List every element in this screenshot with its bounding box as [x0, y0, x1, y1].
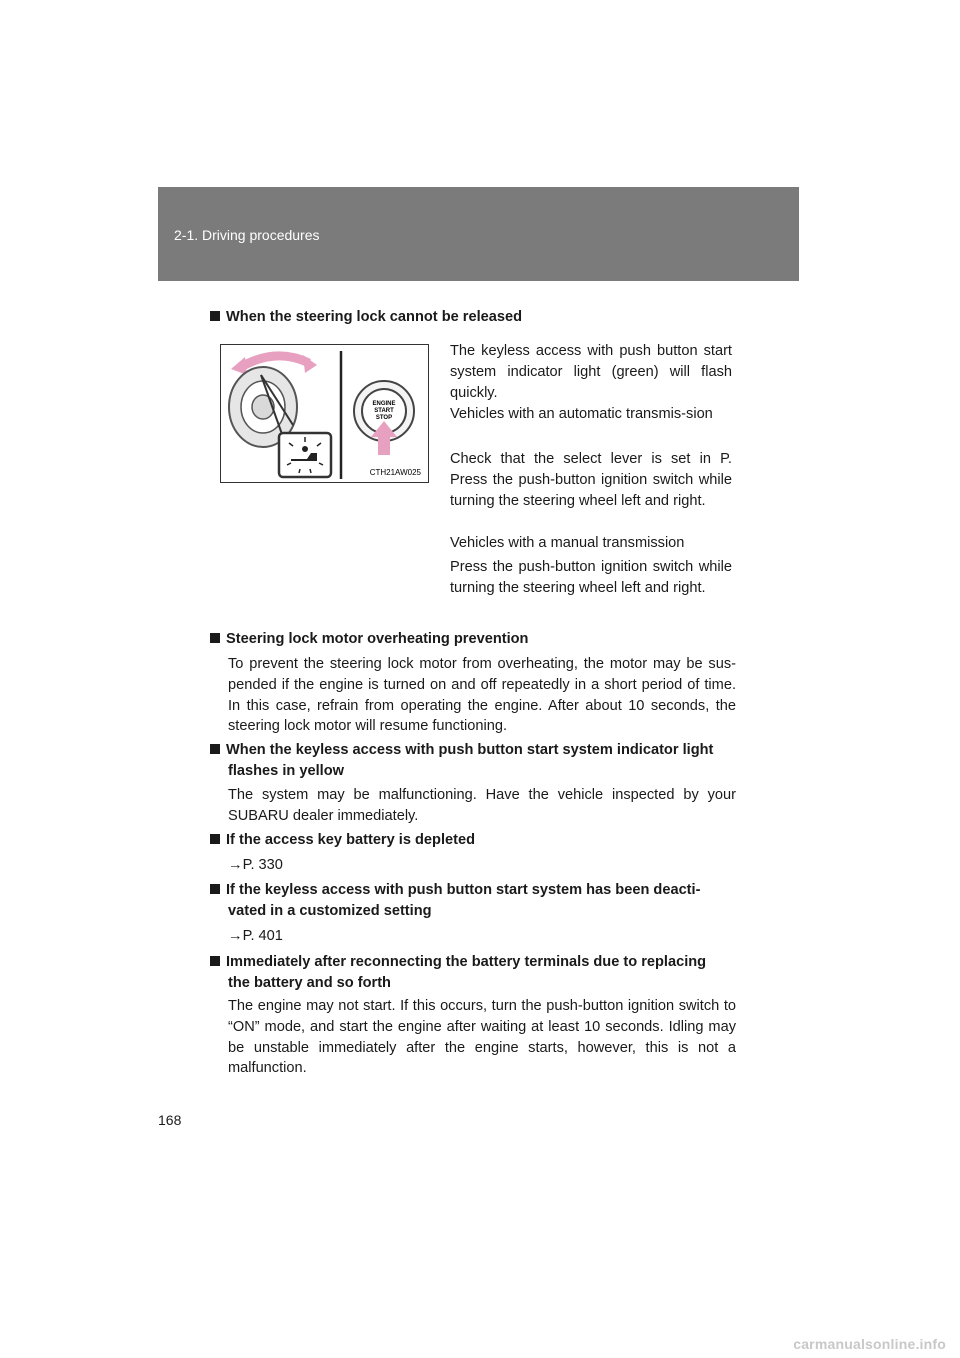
heading-overheating-prevention: Steering lock motor overheating prevention — [210, 629, 740, 650]
svg-text:STOP: STOP — [375, 415, 393, 421]
s1-sub-automatic: Vehicles with an automatic transmis-sion — [450, 406, 713, 422]
s1-manual-text: Press the push-button ignition switch while turning the steering wheel left and right. — [450, 559, 732, 596]
heading-deactivated-setting: If the keyless access with push button start system has been deacti- vated in a customized setting — [210, 880, 740, 922]
svg-text:START: START — [374, 408, 394, 414]
figure-steering-lock — [220, 344, 429, 483]
square-bullet-icon — [210, 884, 220, 894]
s1-automatic-text: Check that the select lever is set in P. Press the push-button ignition switch while turning the steering wheel left and right. — [450, 451, 732, 509]
heading-battery-depleted: If the access key battery is depleted — [210, 830, 740, 851]
s4-page-ref[interactable]: →P. 330 — [228, 857, 283, 873]
s2-body: To prevent the steering lock motor from overheating, the motor may be sus-pended if the engine is turned on and off repeatedly in a short period of time. In this case, refrain from operating the engine. After about 10 seconds, the steering lock motor will resume functioning. — [228, 656, 736, 735]
heading-flashes-yellow: When the keyless access with push button start system indicator light flashes in yellow — [210, 740, 740, 782]
s1-sub-manual: Vehicles with a manual transmission — [450, 535, 685, 551]
heading-battery-reconnect: Immediately after reconnecting the battery terminals due to replacing the battery and so forth — [210, 952, 740, 994]
steering-button-illustration — [221, 345, 428, 482]
section-header-bar — [158, 187, 799, 281]
square-bullet-icon — [210, 744, 220, 754]
watermark: carmanualsonline.info — [793, 1336, 946, 1352]
square-bullet-icon — [210, 956, 220, 966]
svg-text:ENGINE: ENGINE — [372, 401, 396, 407]
square-bullet-icon — [210, 633, 220, 643]
heading-steering-lock-release: When the steering lock cannot be released — [210, 307, 740, 328]
page-number: 168 — [158, 1112, 182, 1128]
s6-body: The engine may not start. If this occurs, turn the push-button ignition switch to “ON” mode, and start the engine after waiting at least 10 seconds. Idling may be unstable immediately after the engine starts, however, this is not a malfunction. — [228, 998, 736, 1077]
section-title: 2-1. Driving procedures — [174, 227, 320, 243]
s3-body: The system may be malfunctioning. Have the vehicle inspected by your SUBARU dealer immediately. — [228, 787, 736, 824]
rotation-arrow-icon — [241, 356, 309, 367]
square-bullet-icon — [210, 311, 220, 321]
square-bullet-icon — [210, 834, 220, 844]
figure-code: CTH21AW025 — [369, 468, 421, 477]
s5-page-ref[interactable]: →P. 401 — [228, 928, 283, 944]
s1-indicator-text: The keyless access with push button start system indicator light (green) will flash quickly. — [450, 343, 732, 401]
